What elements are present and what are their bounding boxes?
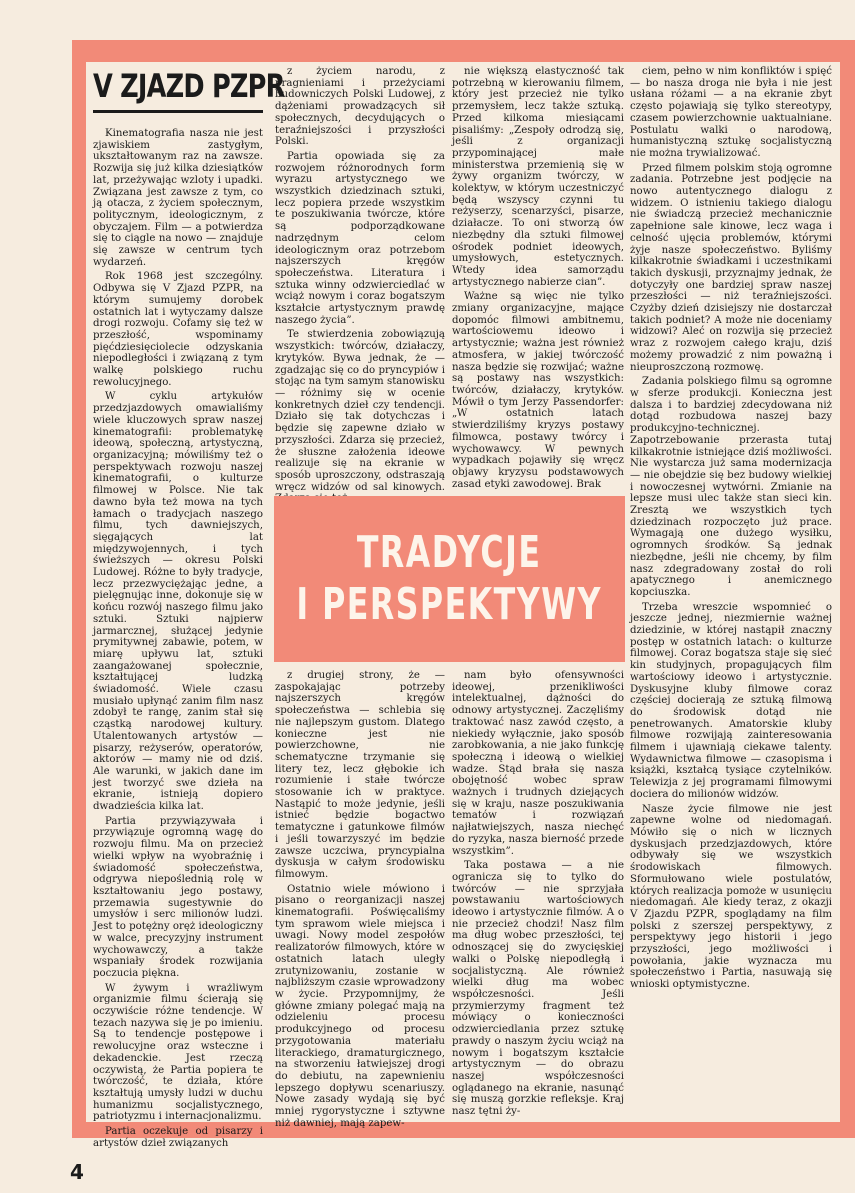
- article-column-2-bottom: [275, 670, 445, 1129]
- paragraph: Te stwierdzenia zobowiązują wszystkich: twórców, działaczy, krytyków. Bywa jednak, że — zgadzając się co do pryncypiów i stojąc na tym samym stanowisku — różnimy się w ocenie konkretnych dzieł czy tendencji. Działo się tak dotychczas i będzie się zapewne działo w przyszłości. Zdarza się przecież, że słuszne założenia ideowe realizuje się na ekranie w sposób uproszczony, odstraszają wręcz widzów od sal kinowych.: [275, 329, 445, 493]
- article-column-3-top: [452, 66, 624, 490]
- paragraph: z drugiej strony, że — zaspokajając potrzeby najszerszych kręgów społeczeństwa — schlebia się nie najlepszym gustom. Dlatego konieczne jest nie powierzchowne, nie schematyczne trzymanie się litery tez, lecz głębokie ich rozumienie i stałe twórcze stosowanie ich w praktyce. Nastąpić to może jedynie, jeśli istnieć będzie bogactwo tematyczne i gatunkowe filmów i jeśli towarzyszyć im będzie zawsze uczciwa, pryncypialna dyskusja w całym środowisku filmowym.: [275, 670, 445, 880]
- paragraph: Partia przywiązywała i przywiązuje ogromną wagę do rozwoju filmu. Ma on przecież wielki wpływ na wyobraźnię i świadomość społeczeństwa, odgrywa niepoślednią rolę w kształtowaniu jego postawy, przemawia sugestywnie do umysłów i serc milionów ludzi. Jest to potężny oręż ideologiczny w walce, precyzyjny instrument wychowawczy, a także wspaniały środek rozwijania poczucia piękna.: [93, 815, 263, 979]
- paragraph: Nasze życie filmowe nie jest zapewne wolne od niedomagań. Mówiło się o nich w licznych dyskusjach przedzjazdowych, które odbywały się we wszystkich środowiskach filmowych. Sformułowano wiele postulatów, których realizacja pomoże w usunięciu niedomagań. Ale kiedy teraz, z okazji V Zjazdu PZPR, spoglądamy na film polski z szerszej perspektywy, z perspektywy jego historii i jego przyszłości, jego możliwości i powołania, jakie wyznacza mu społeczeństwo i Partia, nasuwają się wnioski optymistyczne.: [630, 803, 832, 991]
- paragraph: ciem, pełno w nim konfliktów i spięć — bo nasza droga nie była i nie jest usłana różami — a na ekranie zbyt często pojawiają się tylko stereotypy, czasem powierzchownie uaktualniane. Postulatu walki o narodową, humanistyczną sztukę socjalistyczną nie można trywializować.: [630, 66, 832, 159]
- article-title-line-1: TRADYCJE: [357, 527, 542, 578]
- paragraph: Taka postawa — a nie ogranicza się to tylko do twórców — nie sprzyjała powstawaniu wartościowych ideowo i artystycznie filmów. A o nie przecież chodzi! Nasz film ma dług wobec przeszłości, tej odnoszącej się do zwycięskiej walki o Polskę niepodległą i socjalistyczną. Ale również wielki dług ma wobec współczesności. Jeśli przymierzymy fragment też mówiący o konieczności odzwierciedlania przez sztukę prawdy o naszym życiu wciąż na nowym i bogatszym kształcie artystycznym — do obrazu naszej współczesności oglądanego na ekranie, nasunąć się muszą gorzkie refleksje. Kraj nasz tętni ży-: [452, 860, 624, 1118]
- paragraph: Partia oczekuje od pisarzy i artystów dzieł związanych: [93, 1126, 263, 1149]
- paragraph: Ostatnio wiele mówiono i pisano o reorganizacji naszej kinematografii. Poświęcaliśmy tym sprawom wiele miejsca i uwagi. Nowy model zespołów realizatorów filmowych, które w ostatnich latach uległy zrutynizowaniu, zostanie w najbliższym czasie wprowadzony w życie. Przypomnijmy, że główne zmiany polegać mają na odzieleniu procesu produkcyjnego od procesu przygotowania materiału literackiego, dramaturgicznego, na stworzeniu łatwiejszej drogi do debiutu, na zapewnieniu lepszego dopływu scenariuszy. Nowe zasady wydają się być mniej rygorystyczne i sztywne niż dawniej, mają zapew-: [275, 883, 445, 1129]
- paragraph: Rok 1968 jest szczególny. Odbywa się V Zjazd PZPR, na którym sumujemy dorobek ostatnich lat i wytyczamy dalsze drogi rozwoju. Cofamy się też w przeszłość, wspominamy pięćdziesięciolecie odzyskania niepodległości i związaną z tym walkę polskiego ruchu rewolucyjnego.: [93, 271, 263, 388]
- paragraph: W żywym i wrażliwym organizmie filmu ścierają się oczywiście różne tendencje. W tezach nazywa się je po imieniu. Są to tendencje postępowe i rewolucyjne oraz wsteczne i dekadenckie. Jest rzeczą oczywistą, że Partia popiera te twórczość, te działa, które kształtują umysły ludzi w duchu humanizmu socjalistycznego, patriotyzmu i internacjonalizmu.: [93, 982, 263, 1123]
- paragraph: nie większą elastyczność tak potrzebną w kierowaniu filmem, który jest przecież nie tylko przemysłem, lecz także sztuką. Przed kilkoma miesiącami pisaliśmy: „Zespoły odrodzą się, jeśli z organizacji przypominającej małe ministerstwa przemienią się w żywy organizm twórczy, w kolektyw, w którym uczestniczyć będą wszyscy czynni tu reżyserzy, scenarzyści, pisarze, działacze. To oni stworzą ów niezbędny dla sztuki filmowej ośrodek podniet ideowych, umysłowych, estetycznych. Wtedy idea samorządu artystycznego nabierze cian”.: [452, 66, 624, 288]
- article-column-2-top: [275, 66, 445, 506]
- paragraph: z życiem narodu, z pragnieniami i przeżyciami budowniczych Polski Ludowej, z dążeniami prowadzących sił społecznych, decydujących o teraźniejszości i przyszłości Polski.: [275, 66, 445, 148]
- paragraph: W cyklu artykułów przedzjazdowych omawialiśmy wiele kluczowych spraw naszej kinematografii: problematykę ideową, społeczną, artystyczną, organizacyjną; mówiliśmy też o perspektywach rozwoju naszej kinematografii, o kulturze filmowej w Polsce. Nie tak dawno była też mowa na tych łamach o tradycjach naszego filmu, tych dawniejszych, sięgających lat międzywojennych, i tych świeższych — okresu Polski Ludowej. Różne to były tradycje, lecz przezwyciężając jedne, a pielęgnując inne, dokonuje się w końcu rozwój naszego filmu jako sztuki. Sztuki najpierw jarmarcznej, służącej jedynie prymitywnej zabawie, potem, w miarę upływu lat, sztuki zaangażowanej społecznie, kształtującej ludzką świadomość. Wiele czasu musiało upłynąć zanim film nasz zdobył te rangę, zanim stał się cząstką narodowej kultury. Utalentowanych artystów — pisarzy, reżyserów, operatorów, aktorów — mamy nie od dziś. Ale warunki, w jakich dane im jest tworzyć swe dzieła na ekranie, istnieją dopiero dwadzieścia kilka lat.: [93, 391, 263, 813]
- article-column-3-bottom: [452, 670, 624, 1118]
- page-number: 4: [70, 1160, 84, 1184]
- paragraph: nam było ofensywności ideowej, przenikliwości intelektualnej, dążności do odnowy artystycznej. Zaczęliśmy traktować nasz zawód często, a niekiedy wyłącznie, jako sposób zarobkowania, a nie jako funkcję społeczną i ideową o wielkiej wadze. Stąd brała się nasza obojętność wobec spraw ważnych i trudnych dziejących się w kraju, nasze poszukiwania tematów i rozwiązań najłatwiejszych, nasza niechęć do ryzyka, nasza bierność przede wszystkim”.: [452, 670, 624, 857]
- article-column-4: [630, 66, 832, 1118]
- headline-rule: [93, 110, 263, 113]
- article-column-1: [93, 128, 263, 1149]
- article-title-line-2: I PERSPEKTYWY: [296, 579, 603, 630]
- paragraph: Trzeba wreszcie wspomnieć o jeszcze jednej, niezmiernie ważnej dziedzinie, w której nastąpił znaczny postęp w ostatnich latach: o kulturze filmowej. Coraz bogatsza staje się sieć kin studyjnych, propagujących film wartościowy ideowo i artystycznie. Dyskusyjne kluby filmowe coraz częściej docierają ze sztuką filmową do środowisk dotąd nie penetrowanych. Amatorskie kluby filmowe rozwijają zainteresowania filmem i ujawniają ciekawe talenty. Wydawnictwa filmowe — czasopisma i książki, kształcą tysiące czytelników. Telewizja z jej programami filmowymi dociera do milionów widzów.: [630, 601, 832, 800]
- paragraph: Ważne są więc nie tylko zmiany organizacyjne, mające dopomóc filmowi ambitnemu, wartościowemu ideowo i artystycznie; ważna jest również atmosfera, w jakiej twórczość nasza będzie się rozwijać; ważne są postawy nas wszystkich: twórców, działaczy, krytyków. Mówił o tym Jerzy Passendorfer: „W ostatnich latach stwierdziliśmy kryzys postawy filmowca, postawy twórcy i wychowawcy. W pewnych wypadkach pojawiły się wręcz objawy kryzysu podstawowych zasad etyki zawodowej. Brak: [452, 291, 624, 490]
- frame-border-top: [72, 40, 855, 62]
- paragraph: Przed filmem polskim stoją ogromne zadania. Potrzebne jest podjęcie na nowo autentycznego dialogu z widzem. O istnieniu takiego dialogu nie świadczą przecież mechanicznie zapełnione sale kinowe, lecz waga i celność ujęcia problemów, którymi żyje nasze społeczeństwo. Byliśmy kilkakrotnie świadkami i uczestnikami takich dyskusji, przyznajmy jednak, że dotyczyły one bardziej spraw naszej przeszłości — niż teraźniejszości. Czyżby dzień dzisiejszy nie dostarczał takich podniet? A może nie doceniamy widzowi? Aleć on rozwija się przecież wraz z rozwojem całego kraju, dziś możemy prowadzić z nim poważną i nieuproszczoną rozmowę.: [630, 162, 832, 373]
- paragraph: Partia opowiada się za rozwojem różnorodnych form wyrazu artystycznego we wszystkich dziedzinach sztuki, lecz popiera przede wszystkim te poszukiwania twórcze, które są podporządkowane nadrzędnym celom ideologicznym oraz potrzebom najszerszych kręgów społeczeństwa. Literatura i sztuka winny odzwierciedlać w wciąż nowym i coraz bogatszym kształcie artystycznym prawdę naszego życia”.: [275, 150, 445, 326]
- paragraph: Zadania polskiego filmu są ogromne w sferze produkcji. Konieczna jest dalsza i to bardziej zdecydowana niż dotąd rozbudowa naszej bazy produkcyjno-technicznej. Zapotrzebowanie przerasta tutaj kilkakrotnie istniejące dziś możliwości. Nie wystarcza już sama modernizacja — nie obejdzie się bez budowy wielkiej i nowoczesnej wytwórni. Zmianie na lepsze musi ulec także stan sieci kin. Zresztą we wszystkich tych dziedzinach rozpoczęto już prace. Wymagają one dużego wysiłku, ogromnych środków. Są jednak niezbędne, jeśli nie chcemy, by film nasz zdegradowany został do roli apatycznego i anemicznego kopciuszka.: [630, 376, 832, 598]
- paragraph: Kinematografia nasza nie jest zjawiskiem zastygłym, ukształtowanym raz na zawsze. Rozwija się już kilka dziesiątków lat, przeżywając wzloty i upadki. Związana jest zawsze z tym, co ją otacza, z życiem społecznym, politycznym, ideologicznym, z obyczajem. Film — a potwierdza się to ciągle na nowo — znajduje się zawsze w centrum tych wydarzeń.: [93, 128, 263, 268]
- frame-border-right: [840, 40, 855, 1138]
- article-title-box: [274, 496, 625, 662]
- frame-border-left: [72, 40, 86, 1138]
- section-headline: V ZJAZD PZPR: [93, 67, 285, 105]
